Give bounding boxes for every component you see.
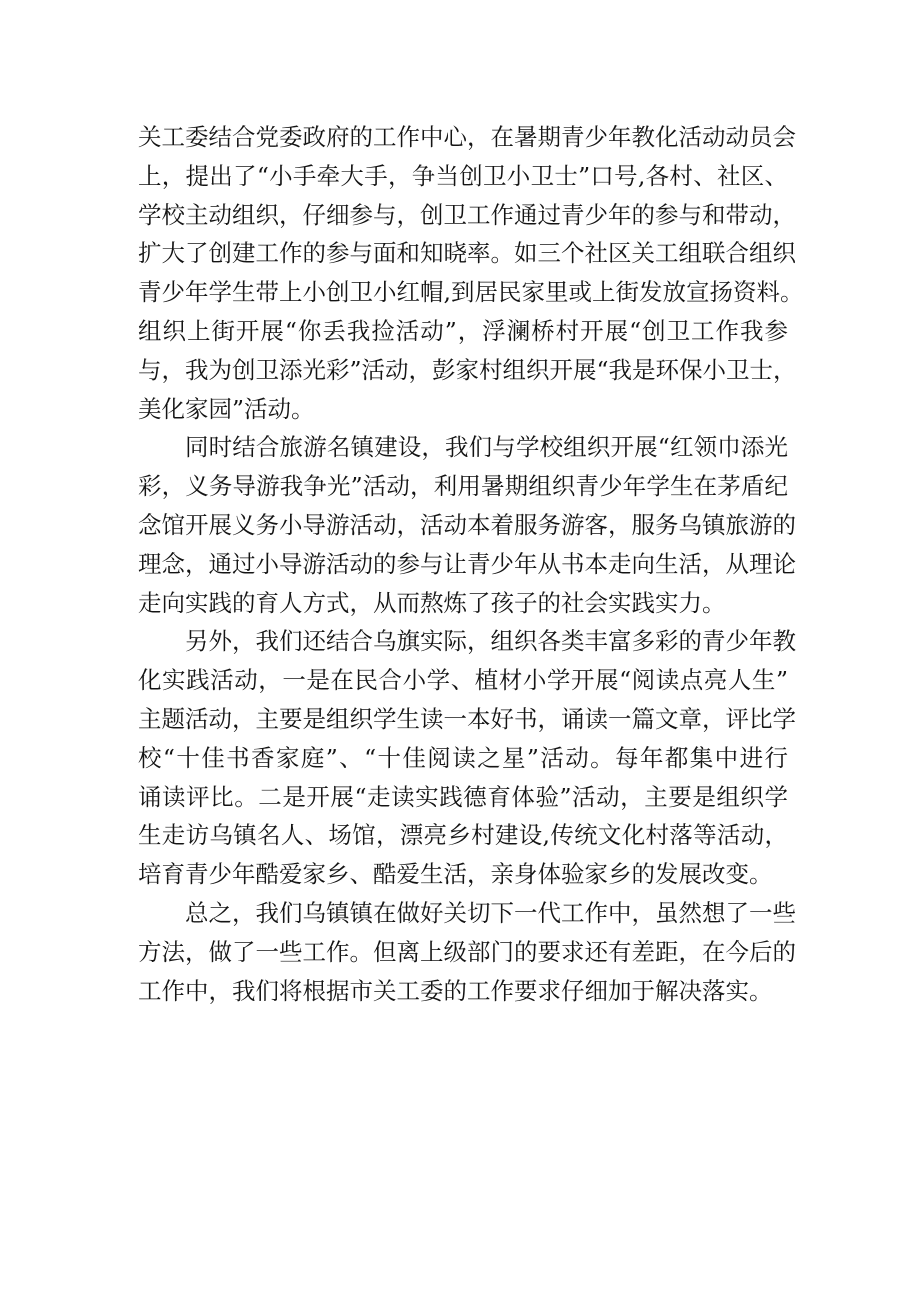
text-line: 彩，义务导游我争光”活动，利用暑期组织青少年学生在茅盾纪 [138,472,788,501]
text-line: 校“十佳书香家庭”、“十佳阅读之星”活动。每年都集中进行 [138,743,788,772]
text-line: 走向实践的育人方式，从而熬炼了孩子的社会实践实力。 [138,588,726,617]
text-line: 同时结合旅游名镇建设，我们与学校组织开展“红领巾添光 [185,433,788,462]
text-line: 理念，通过小导游活动的参与让青少年从书本走向生活，从理论 [138,549,796,578]
text-line: 学校主动组织，仔细参与，创卫工作通过青少年的参与和带动， [138,200,796,229]
text-line: 青少年学生带上小创卫小红帽,到居民家里或上街发放宣扬资料。 [138,278,804,307]
text-line: 培育青少年酷爱家乡、酷爱生活，亲身体验家乡的发展改变。 [138,860,773,889]
text-line: 组织上街开展“你丢我捡活动”，浮澜桥村开展“创卫工作我参 [138,316,788,345]
text-line: 关工委结合党委政府的工作中心，在暑期青少年教化活动动员会 [138,123,796,151]
text-line: 与，我为创卫添光彩”活动，彭家村组织开展“我是环保小卫士， [138,355,797,384]
paragraph-4 [138,894,796,1010]
text-line: 上，提出了“小手牵大手，争当创卫小卫士”口号,各村、社区、 [138,161,788,190]
text-line: 扩大了创建工作的参与面和知晓率。如三个社区关工组联合组织 [138,239,796,268]
paragraph-3 [138,622,796,894]
paragraph-1 [138,118,804,428]
text-line: 化实践活动，一是在民合小学、植材小学开展“阅读点亮人生” [138,666,788,695]
text-line: 方法，做了一些工作。但离上级部门的要求还有差距，在今后的 [138,937,796,966]
text-line: 另外，我们还结合乌旗实际，组织各类丰富多彩的青少年教 [185,627,796,656]
text-line: 念馆开展义务小导游活动，活动本着服务游客，服务乌镇旅游的 [138,510,796,539]
document-page [138,118,804,1010]
paragraph-2 [138,428,796,622]
text-line: 工作中，我们将根据市关工委的工作要求仔细加于解决落实。 [138,976,773,1005]
text-line: 美化家园”活动。 [138,394,315,423]
text-line: 生走访乌镇名人、场馆，漂亮乡村建设,传统文化村落等活动， [138,821,788,850]
text-line: 主题活动，主要是组织学生读一本好书，诵读一篇文章，评比学 [138,704,796,733]
text-line: 诵读评比。二是开展“走读实践德育体验”活动，主要是组织学 [138,782,788,811]
text-line: 总之，我们乌镇镇在做好关切下一代工作中，虽然想了一些 [185,898,796,927]
